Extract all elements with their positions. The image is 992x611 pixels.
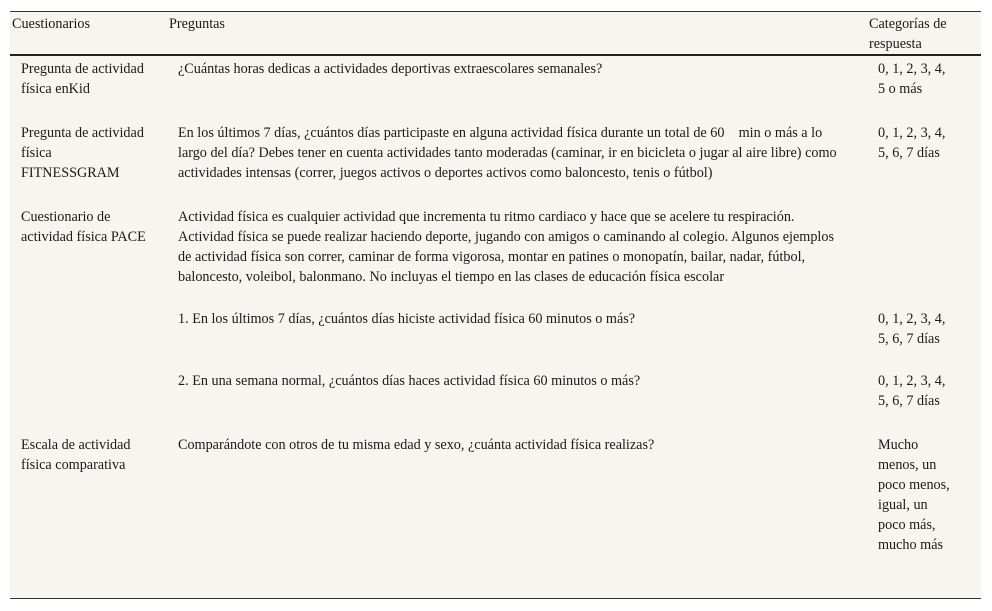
row-comparative-questionnaire: Escala de actividad física comparativa [21, 437, 131, 473]
row-pace-categories-1: 0, 1, 2, 3, 4, 5, 6, 7 días [878, 311, 946, 347]
questionnaire-table [10, 11, 981, 599]
row-fitnessgram-question: En los últimos 7 días, ¿cuántos días participaste en alguna actividad física durante un total de 60 min o más a lo largo del día? Debes tener en cuenta actividades tanto moderadas (caminar, ir en bicicleta o jugar al aire libre) como actividades intensas (correr, juegos activos o deportes activos como baloncesto, tenis o fútbol) [178, 125, 837, 181]
row-fitnessgram-categories: 0, 1, 2, 3, 4, 5, 6, 7 días [878, 125, 946, 161]
row-pace-categories-2: 0, 1, 2, 3, 4, 5, 6, 7 días [878, 373, 946, 409]
header-questions: Preguntas [169, 16, 225, 32]
row-enkid-question: ¿Cuántas horas dedicas a actividades deportivas extraescolares semanales? [178, 61, 603, 77]
header-divider [10, 54, 981, 56]
row-pace-question-2: 2. En una semana normal, ¿cuántos días haces actividad física 60 minutos o más? [178, 373, 641, 389]
row-fitnessgram-questionnaire: Pregunta de actividad física FITNESSGRAM [21, 125, 144, 181]
row-pace-question-1: 1. En los últimos 7 días, ¿cuántos días hiciste actividad física 60 minutos o más? [178, 311, 636, 327]
row-pace-questionnaire: Cuestionario de actividad física PACE [21, 209, 146, 245]
row-comparative-question: Comparándote con otros de tu misma edad y sexo, ¿cuánta actividad física realizas? [178, 437, 655, 453]
row-comparative-categories: Mucho menos, un poco menos, igual, un poco más, mucho más [878, 437, 950, 553]
row-pace-intro: Actividad física es cualquier actividad que incrementa tu ritmo cardiaco y hace que se acelere tu respiración. Actividad física se puede realizar haciendo deporte, jugando con amigos o caminando al colegio. Algunos ejemplos de actividad física son correr, caminar de forma vigorosa, montar en patines o monopatín, bailar, nadar, fútbol, baloncesto, voleibol, balonmano. No incluyas el tiempo en las clases de educación física escolar [178, 209, 834, 285]
header-categories: Categorías de respuesta [869, 16, 947, 52]
row-enkid-categories: 0, 1, 2, 3, 4, 5 o más [878, 61, 946, 97]
header-questionnaires: Cuestionarios [12, 16, 91, 32]
row-enkid-questionnaire: Pregunta de actividad física enKid [21, 61, 144, 97]
